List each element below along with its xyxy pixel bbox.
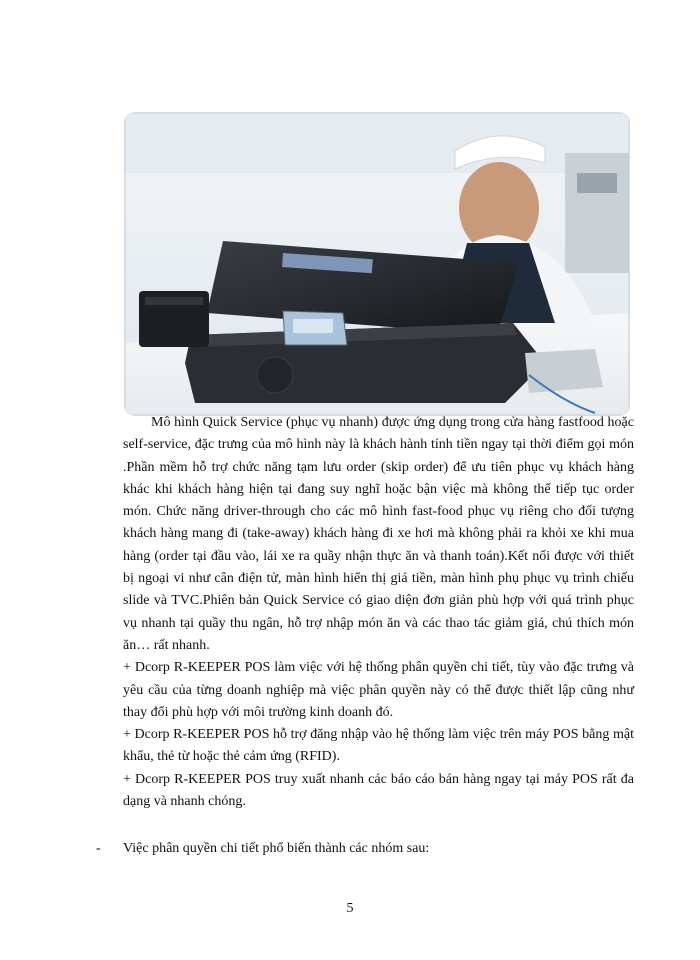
bullet-reports: + Dcorp R-KEEPER POS truy xuất nhanh các báo cáo bán hàng ngay tại máy POS rất đa dạng và nhanh chóng. bbox=[123, 771, 634, 810]
bullet-permissions: + Dcorp R-KEEPER POS làm việc với hệ thống phân quyền chi tiết, tùy vào đặc trưng và yêu cầu của từng doanh nghiệp mà việc phân quyền này có thể được thiết lập cũng như thay đổi phù hợp với môi trường kinh doanh đó. bbox=[123, 660, 634, 720]
bullet-login: + Dcorp R-KEEPER POS hỗ trợ đăng nhập vào hệ thống làm việc trên máy POS bằng mật khẩu, thẻ từ hoặc thẻ cảm ứng (RFID). bbox=[123, 727, 634, 765]
paragraph-quick-service: Mô hình Quick Service (phục vụ nhanh) được ứng dụng trong cửa hàng fastfood hoặc self-service, đặc trưng của mô hình này là khách hành tính tiền ngay tại thời điểm gọi món .Phần mềm hỗ trợ chức năng tạm lưu order (skip order) để ưu tiên phục vụ khách hàng khác khi khách hàng hiện tại đang suy nghĩ hoặc bận việc mà không thể tiếp tục order món. Chức năng driver-through cho các mô hình fast-food phục vụ riêng cho đối tượng khách hàng mang đi (take-away) khách hàng đi xe hơi mà không phải ra khỏi xe khi mua hàng (order tại đầu vào, lái xe ra quầy nhận thực ăn và thanh toán).Kết nối được với thiết bị ngoại vi như cân điện tử, màn hình hiển thị giá tiền, màn hình phụ phục vụ trình chiếu slide và TVC.Phiên bản Quick Service có giao diện đơn giản phù hợp với quá trình phục vụ nhanh tại quầy thu ngân, hỗ trợ nhập món ăn và các thao tác giảm giá, chú thích món ăn… rất nhanh. bbox=[123, 415, 634, 653]
body-text bbox=[123, 412, 634, 813]
dash-item-text: Việc phân quyền chi tiết phổ biến thành các nhóm sau: bbox=[123, 841, 430, 856]
dash-marker: - bbox=[96, 841, 101, 856]
pos-terminal-photo bbox=[125, 113, 629, 415]
page-number: 5 bbox=[346, 901, 354, 916]
